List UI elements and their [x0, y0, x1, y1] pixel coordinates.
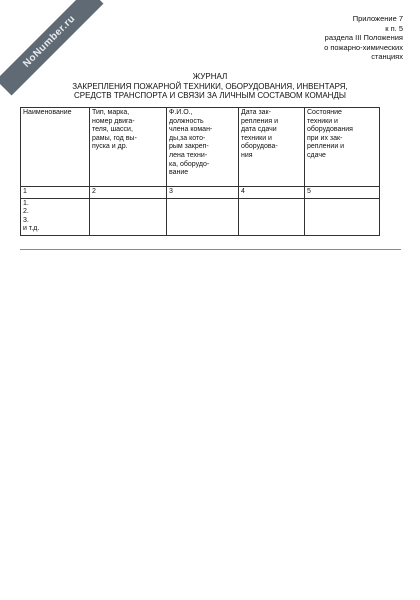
column-number: 3 [167, 187, 239, 199]
column-number: 5 [305, 187, 380, 199]
header-line: пуска и др. [92, 143, 128, 151]
header-line: ды,за кото- [169, 134, 206, 142]
header-line: оборудова- [241, 143, 278, 151]
appendix-line: Приложение 7 [352, 14, 403, 23]
header-line: сдаче [307, 151, 326, 159]
watermark: NoNumber.ru [0, 0, 103, 96]
appendix-line: о пожарно-химических [324, 42, 403, 52]
header-cell-type [90, 108, 167, 187]
appendix-line: станциях [371, 52, 403, 62]
header-line: Ф.И.О., [169, 109, 193, 116]
column-number: 1 [21, 187, 90, 199]
row-number: 1. [23, 199, 29, 207]
empty-cell [305, 198, 380, 235]
appendix-line: раздела III Положения [324, 33, 403, 43]
header-cell-condition [305, 108, 380, 187]
header-line: теля, шасси, [92, 126, 133, 134]
header-line: оборудования [307, 126, 353, 134]
journal-title [20, 72, 400, 101]
empty-cell [167, 198, 239, 235]
header-line: при их зак- [307, 134, 343, 142]
header-line: номер двига- [92, 117, 135, 125]
page-divider [20, 249, 401, 250]
column-number: 2 [90, 187, 167, 199]
header-line: члена коман- [169, 126, 213, 134]
appendix-line: к п. 5 [385, 23, 403, 33]
header-cell-person [167, 108, 239, 187]
empty-cell [239, 198, 305, 235]
header-line: рамы, год вы- [92, 134, 137, 142]
header-line: Тип, марка, [92, 109, 130, 116]
journal-table [20, 107, 380, 236]
header-line: ния [241, 151, 253, 159]
column-number: 4 [239, 187, 305, 199]
header-line: рым закреп- [169, 143, 209, 151]
header-cell-dates [239, 108, 305, 187]
empty-cell [90, 198, 167, 235]
header-line: лена техни- [169, 151, 208, 159]
header-line: репления и [241, 117, 278, 125]
header-row [21, 108, 380, 187]
row-number: 2. [23, 208, 29, 216]
header-line: должность [169, 117, 204, 125]
table-row [21, 198, 380, 235]
row-number: 3. [23, 216, 29, 224]
title-line: СРЕДСТВ ТРАНСПОРТА И СВЯЗИ ЗА ЛИЧНЫМ СОСТАВОМ КОМАНДЫ [74, 91, 346, 100]
row-numbers-cell [21, 198, 90, 235]
header-line: реплении и [307, 143, 345, 151]
header-line: дата сдачи [241, 126, 277, 134]
header-line: Наименование [23, 109, 72, 116]
header-line: вание [169, 169, 189, 177]
appendix-reference [263, 14, 403, 62]
header-cell-name [21, 108, 90, 187]
header-line: ка, оборудо- [169, 160, 210, 168]
row-number: и т.д. [23, 225, 40, 233]
header-line: Состояние [307, 109, 342, 116]
title-line: ЗАКРЕПЛЕНИЯ ПОЖАРНОЙ ТЕХНИКИ, ОБОРУДОВАНИЯ, ИНВЕНТАРЯ, [72, 81, 348, 91]
header-line: Дата зак- [241, 109, 271, 116]
header-line: техники и [307, 117, 338, 125]
column-number-row [21, 187, 380, 199]
title-line: ЖУРНАЛ [192, 72, 228, 81]
header-line: техники и [241, 134, 272, 142]
